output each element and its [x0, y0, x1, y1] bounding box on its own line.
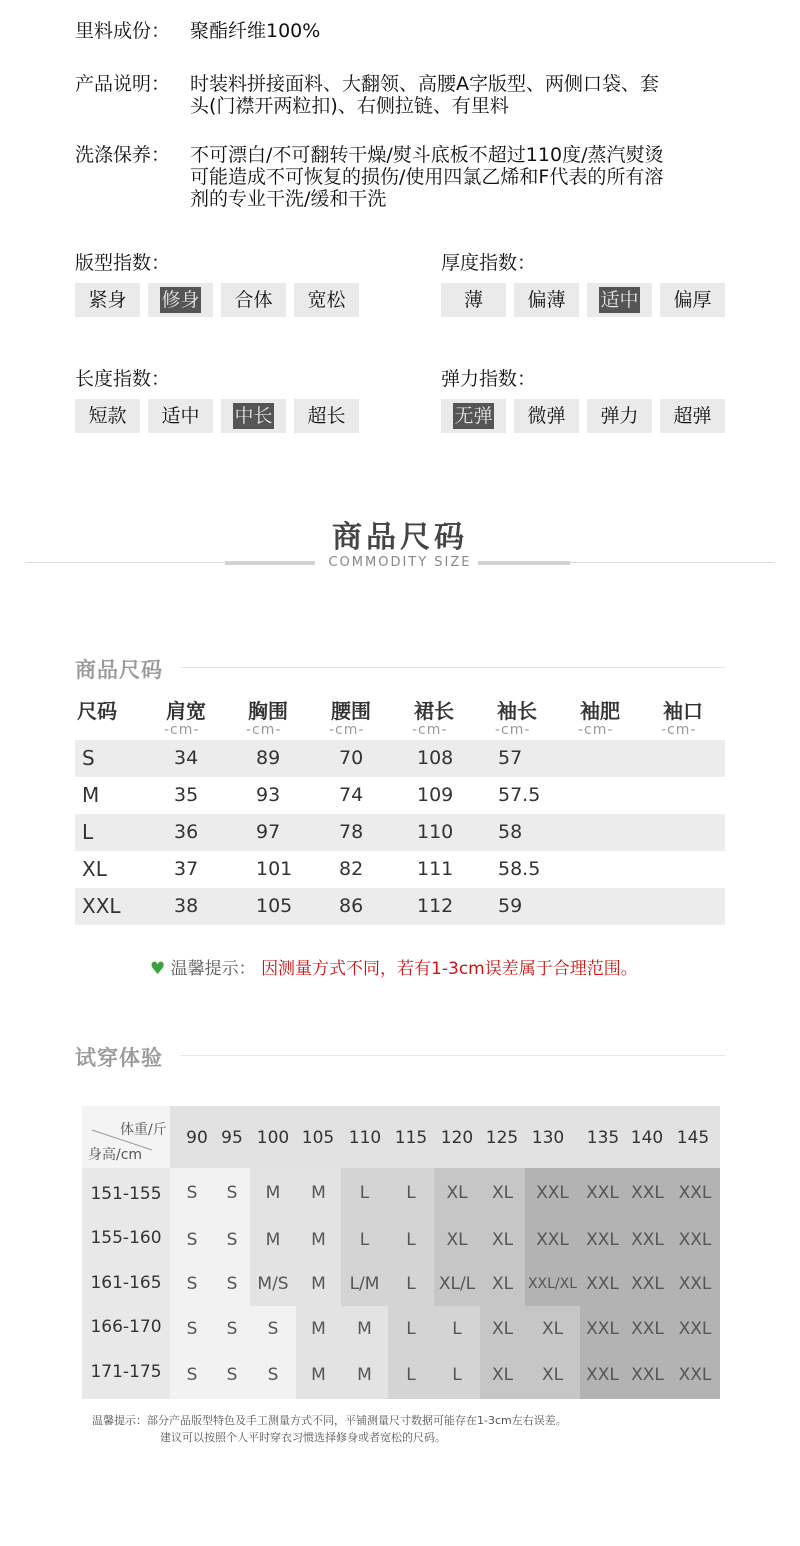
size-label: XL — [82, 857, 107, 881]
tryon-title: 试穿体验 — [75, 1046, 163, 1070]
tryon-size-cell: S — [250, 1306, 296, 1351]
tryon-size-cell: L — [388, 1262, 434, 1306]
info-value: 不可漂白/不可翻转干燥/熨斗底板不超过110度/蒸汽熨烫 可能造成不可恢复的损伤/使用四氯乙烯和F代表的所有溶 剂的专业干洗/缓和干洗 — [190, 144, 664, 210]
size-table-row — [75, 740, 725, 777]
size-label: L — [82, 820, 94, 844]
size-value: 105 — [256, 895, 293, 917]
weight-header: 120 — [440, 1128, 474, 1148]
tryon-size-cell: L/M — [341, 1262, 388, 1306]
height-row-label: 166-170 — [90, 1317, 162, 1337]
tryon-size-cell: M — [341, 1351, 388, 1399]
tryon-size-cell: XXL — [625, 1168, 670, 1217]
tryon-size-cell: XXL — [625, 1262, 670, 1306]
height-row-label: 171-175 — [90, 1362, 162, 1382]
index-option — [294, 399, 359, 433]
tryon-size-cell: M — [296, 1306, 341, 1351]
index-option-selected — [587, 283, 652, 317]
size-table-row — [75, 777, 725, 814]
tryon-size-cell: XL — [525, 1306, 580, 1351]
size-table-row — [75, 888, 725, 925]
tryon-size-cell: L — [388, 1351, 434, 1399]
size-value: 58 — [498, 821, 523, 843]
size-value: 35 — [174, 784, 199, 806]
weight-header: 140 — [630, 1128, 664, 1148]
footnote-line2: 建议可以按照个人平时穿衣习惯选择修身或者宽松的尺码。 — [160, 1431, 446, 1444]
measurement-tip — [150, 954, 638, 979]
tryon-size-cell: L — [341, 1217, 388, 1262]
index-options — [75, 399, 359, 433]
index-option-label: 超弹 — [673, 405, 712, 427]
tryon-size-cell: M — [296, 1217, 341, 1262]
tryon-size-cell: L — [341, 1168, 388, 1217]
size-label: S — [82, 746, 95, 770]
tryon-size-cell: XL — [480, 1168, 525, 1217]
tryon-size-cell: S — [170, 1306, 214, 1351]
tryon-size-cell: XL — [480, 1306, 525, 1351]
weight-header: 135 — [586, 1128, 620, 1148]
tryon-size-cell: M — [250, 1217, 296, 1262]
tryon-size-cell: L — [434, 1351, 480, 1399]
tryon-size-cell: M — [296, 1168, 341, 1217]
tryon-size-cell: XXL — [580, 1262, 625, 1306]
index-option — [587, 399, 652, 433]
index-options — [441, 283, 725, 317]
index-option — [221, 283, 286, 317]
size-column-unit: -cm- — [578, 722, 614, 738]
tryon-size-cell: L — [388, 1217, 434, 1262]
index-option-label: 偏薄 — [527, 289, 566, 311]
tryon-size-cell: S — [214, 1168, 250, 1217]
size-value: 109 — [417, 784, 454, 806]
size-value: 86 — [339, 895, 364, 917]
tryon-size-cell: XXL — [580, 1168, 625, 1217]
tryon-size-cell: XL/L — [434, 1262, 480, 1306]
index-title: 弹力指数： — [441, 368, 537, 390]
size-value: 38 — [174, 895, 199, 917]
size-column-header: 裙长 — [414, 699, 454, 723]
size-label: M — [82, 783, 100, 807]
size-column-header: 袖口 — [663, 699, 703, 723]
height-row-label: 161-165 — [90, 1273, 162, 1293]
tryon-corner — [82, 1106, 170, 1168]
size-column-header: 胸围 — [248, 699, 288, 723]
tip-label: 温馨提示： — [170, 959, 256, 979]
tryon-size-cell: L — [434, 1306, 480, 1351]
tryon-size-cell: XXL/XL — [525, 1262, 580, 1306]
tryon-size-cell: L — [388, 1168, 434, 1217]
size-value: 111 — [417, 858, 454, 880]
tryon-size-cell: S — [250, 1351, 296, 1399]
size-value: 112 — [417, 895, 454, 917]
weight-header: 105 — [301, 1128, 335, 1148]
tryon-size-cell: XXL — [525, 1217, 580, 1262]
tryon-size-cell: XXL — [525, 1168, 580, 1217]
weight-header: 100 — [256, 1128, 290, 1148]
tryon-size-cell: XXL — [670, 1306, 720, 1351]
tryon-size-cell: XL — [480, 1217, 525, 1262]
tryon-size-cell: S — [214, 1217, 250, 1262]
tryon-size-cell: XXL — [670, 1217, 720, 1262]
info-label: 里料成份： — [75, 20, 171, 42]
index-title: 厚度指数： — [441, 252, 537, 274]
tryon-size-cell: S — [214, 1262, 250, 1306]
size-column-unit: -cm- — [412, 722, 448, 738]
index-option — [441, 283, 506, 317]
index-option-label: 短款 — [88, 405, 127, 427]
size-value: 70 — [339, 747, 364, 769]
height-row-label: 155-160 — [90, 1228, 162, 1248]
size-table-row — [75, 851, 725, 888]
tryon-size-cell: L — [388, 1306, 434, 1351]
size-value: 82 — [339, 858, 364, 880]
tryon-size-cell: S — [214, 1351, 250, 1399]
tryon-size-cell: XL — [434, 1217, 480, 1262]
size-column-unit: -cm- — [661, 722, 697, 738]
index-option-selected — [148, 283, 213, 317]
size-column-unit: -cm- — [246, 722, 282, 738]
size-column-header: 尺码 — [77, 699, 117, 723]
size-value: 110 — [417, 821, 454, 843]
size-value: 93 — [256, 784, 281, 806]
size-value: 34 — [174, 747, 199, 769]
index-option-selected — [441, 399, 506, 433]
size-value: 37 — [174, 858, 199, 880]
height-row-label: 151-155 — [90, 1184, 162, 1204]
size-value: 58.5 — [498, 858, 541, 880]
info-value: 聚酯纤维100% — [190, 20, 321, 42]
size-label: XXL — [82, 894, 121, 918]
tryon-size-cell: XL — [434, 1168, 480, 1217]
size-value: 57 — [498, 747, 523, 769]
index-option — [514, 399, 579, 433]
tryon-size-cell: XL — [480, 1351, 525, 1399]
index-option-selected — [221, 399, 286, 433]
title-rule — [180, 1055, 725, 1056]
index-option-label: 薄 — [463, 289, 483, 311]
tryon-size-cell: M — [250, 1168, 296, 1217]
size-column-header: 袖肥 — [580, 699, 620, 723]
size-column-unit: -cm- — [329, 722, 365, 738]
index-option — [514, 283, 579, 317]
tryon-size-cell: S — [170, 1262, 214, 1306]
info-value: 时装料拼接面料、大翻领、高腰A字版型、两侧口袋、套 头(门襟开两粒扣)、右侧拉链、有里料 — [190, 73, 659, 117]
size-value: 36 — [174, 821, 199, 843]
tryon-size-cell: XL — [525, 1351, 580, 1399]
size-column-header: 肩宽 — [166, 699, 206, 723]
size-table-title: 商品尺码 — [75, 658, 163, 682]
index-option — [294, 283, 359, 317]
tryon-size-cell: XL — [480, 1262, 525, 1306]
tryon-size-cell: M — [341, 1306, 388, 1351]
index-option-label: 弹力 — [600, 405, 639, 427]
weight-header: 110 — [348, 1128, 382, 1148]
index-option-label: 中长 — [234, 405, 273, 427]
tryon-size-cell: XXL — [580, 1351, 625, 1399]
index-option-label: 合体 — [234, 289, 273, 311]
tryon-size-cell: XXL — [670, 1262, 720, 1306]
index-title: 版型指数： — [75, 252, 171, 274]
tryon-size-cell: S — [170, 1351, 214, 1399]
index-option-label: 无弹 — [454, 405, 493, 427]
tryon-size-cell: XXL — [625, 1351, 670, 1399]
tryon-size-cell: M/S — [250, 1262, 296, 1306]
size-value: 101 — [256, 858, 293, 880]
index-title: 长度指数： — [75, 368, 171, 390]
size-value: 57.5 — [498, 784, 541, 806]
weight-header: 95 — [221, 1128, 243, 1148]
size-value: 78 — [339, 821, 364, 843]
tryon-size-cell: S — [170, 1168, 214, 1217]
index-option-label: 偏厚 — [673, 289, 712, 311]
tryon-size-cell: M — [296, 1351, 341, 1399]
title-rule — [180, 667, 725, 668]
index-options — [75, 283, 359, 317]
tryon-size-cell: XXL — [670, 1168, 720, 1217]
weight-header: 125 — [485, 1128, 519, 1148]
size-value: 89 — [256, 747, 281, 769]
tip-message: 因测量方式不同，若有1-3cm误差属于合理范围。 — [261, 959, 638, 979]
size-column-unit: -cm- — [164, 722, 200, 738]
section-subtitle: COMMODITY SIZE — [328, 555, 472, 570]
tryon-size-cell: S — [214, 1306, 250, 1351]
weight-header: 90 — [186, 1128, 208, 1148]
size-column-header: 腰围 — [331, 699, 371, 723]
index-option — [75, 283, 140, 317]
size-table-row — [75, 814, 725, 851]
index-option-label: 紧身 — [88, 289, 127, 311]
weight-header: 130 — [531, 1128, 565, 1148]
index-option — [660, 283, 725, 317]
section-title: 商品尺码 — [332, 520, 468, 555]
index-option — [148, 399, 213, 433]
footnote-line1: 温馨提示：部分产品版型特色及手工测量方式不同，平铺测量尺寸数据可能存在1-3cm左右误差。 — [92, 1414, 567, 1427]
weight-axis-label: 体重/斤 — [120, 1122, 167, 1138]
weight-header: 145 — [676, 1128, 710, 1148]
size-column-header: 袖长 — [497, 699, 537, 723]
size-column-unit: -cm- — [495, 722, 531, 738]
tryon-size-cell: S — [170, 1217, 214, 1262]
index-option — [75, 399, 140, 433]
tryon-size-cell: XXL — [625, 1217, 670, 1262]
info-label: 产品说明： — [75, 73, 171, 95]
index-option-label: 适中 — [161, 405, 200, 427]
tryon-size-cell: XXL — [580, 1306, 625, 1351]
index-option-label: 修身 — [161, 289, 200, 311]
tryon-size-cell: XXL — [625, 1306, 670, 1351]
info-label: 洗涤保养： — [75, 144, 171, 166]
size-value: 97 — [256, 821, 281, 843]
index-options — [441, 399, 725, 433]
index-option — [660, 399, 725, 433]
green-heart-icon: ♥ — [150, 959, 166, 979]
height-axis-label: 身高/cm — [88, 1147, 143, 1163]
weight-header: 115 — [394, 1128, 428, 1148]
size-value: 59 — [498, 895, 523, 917]
index-option-label: 宽松 — [307, 289, 346, 311]
tryon-size-cell: M — [296, 1262, 341, 1306]
index-option-label: 微弹 — [527, 405, 566, 427]
tryon-size-cell: XXL — [580, 1217, 625, 1262]
tryon-size-cell: XXL — [670, 1351, 720, 1399]
index-option-label: 超长 — [307, 405, 346, 427]
index-option-label: 适中 — [600, 289, 639, 311]
size-value: 74 — [339, 784, 364, 806]
size-value: 108 — [417, 747, 454, 769]
